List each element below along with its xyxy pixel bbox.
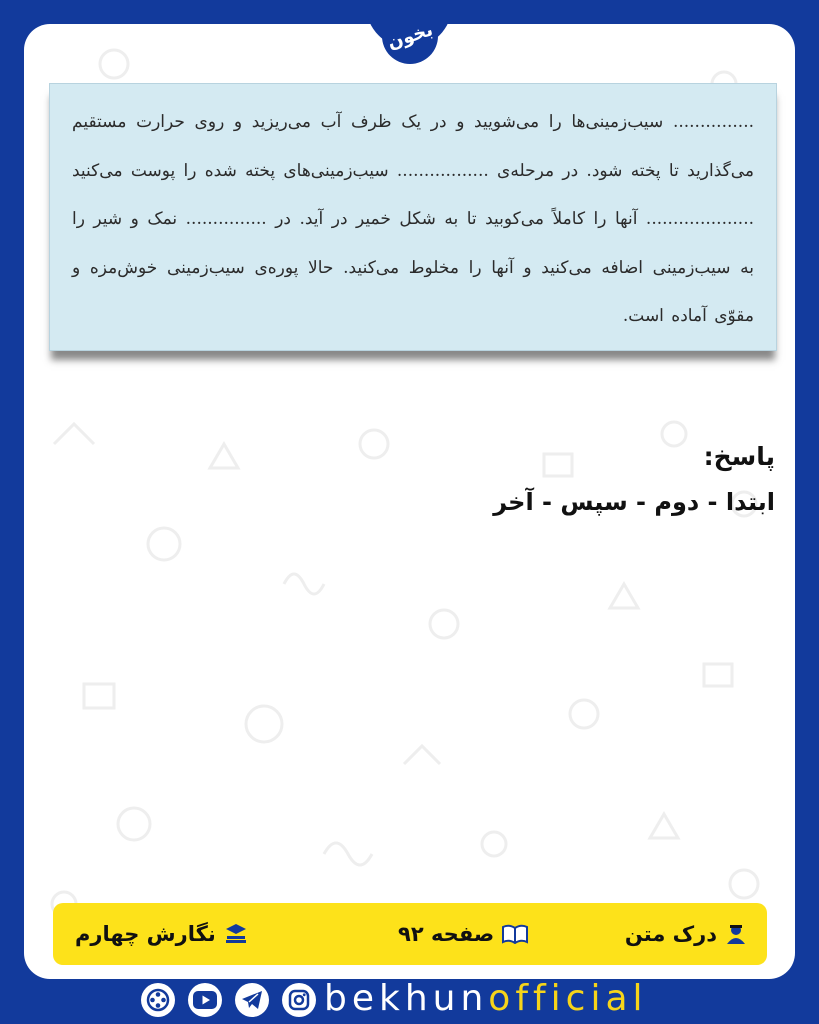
footer-topic-label: درک متن <box>624 922 717 946</box>
youtube-icon[interactable] <box>188 983 222 1017</box>
info-footer <box>53 903 767 965</box>
footer-page-label: صفحه ۹۲ <box>398 922 495 946</box>
question-box <box>49 83 777 351</box>
footer-course-label: نگارش چهارم <box>75 922 216 946</box>
graduation-books-icon <box>224 923 248 945</box>
bekhun-logo <box>382 8 438 64</box>
brand-handle-accent: official <box>488 978 648 1019</box>
social-bar <box>0 975 819 1024</box>
telegram-icon[interactable] <box>235 983 269 1017</box>
footer-topic <box>625 903 747 965</box>
question-text: ............... سیب‌زمینی‌ها را می‌شویید و در یک ظرف آب می‌ریزید و روی حرارت مستقیم می‌گذارید تا پخته شود. در مرحله‌ی ................. سیب‌زمینی‌های پخته شده را پوست می‌کنید .................... آنها را کاملاً می‌کوبید تا به شکل خمیر در آید. در ............... نمک و شیر را به سیب‌زمینی اضافه می‌کنید و آنها را مخلوط می‌کنید. حالا پوره‌ی سیب‌زمینی خوش‌مزه و مقوّی آماده است. <box>72 112 754 326</box>
instagram-icon[interactable] <box>282 983 316 1017</box>
student-icon <box>725 923 747 945</box>
logo-text: بخون <box>384 18 436 54</box>
answer-label: پاسخ: <box>703 442 775 471</box>
footer-course <box>75 903 248 965</box>
footer-page <box>398 903 528 965</box>
open-book-icon <box>502 924 528 944</box>
brand-handle-primary: bekhun <box>324 978 489 1019</box>
aparat-icon[interactable] <box>141 983 175 1017</box>
answer-text: ابتدا - دوم - سپس - آخر <box>493 488 775 516</box>
brand-handle <box>324 977 648 1021</box>
